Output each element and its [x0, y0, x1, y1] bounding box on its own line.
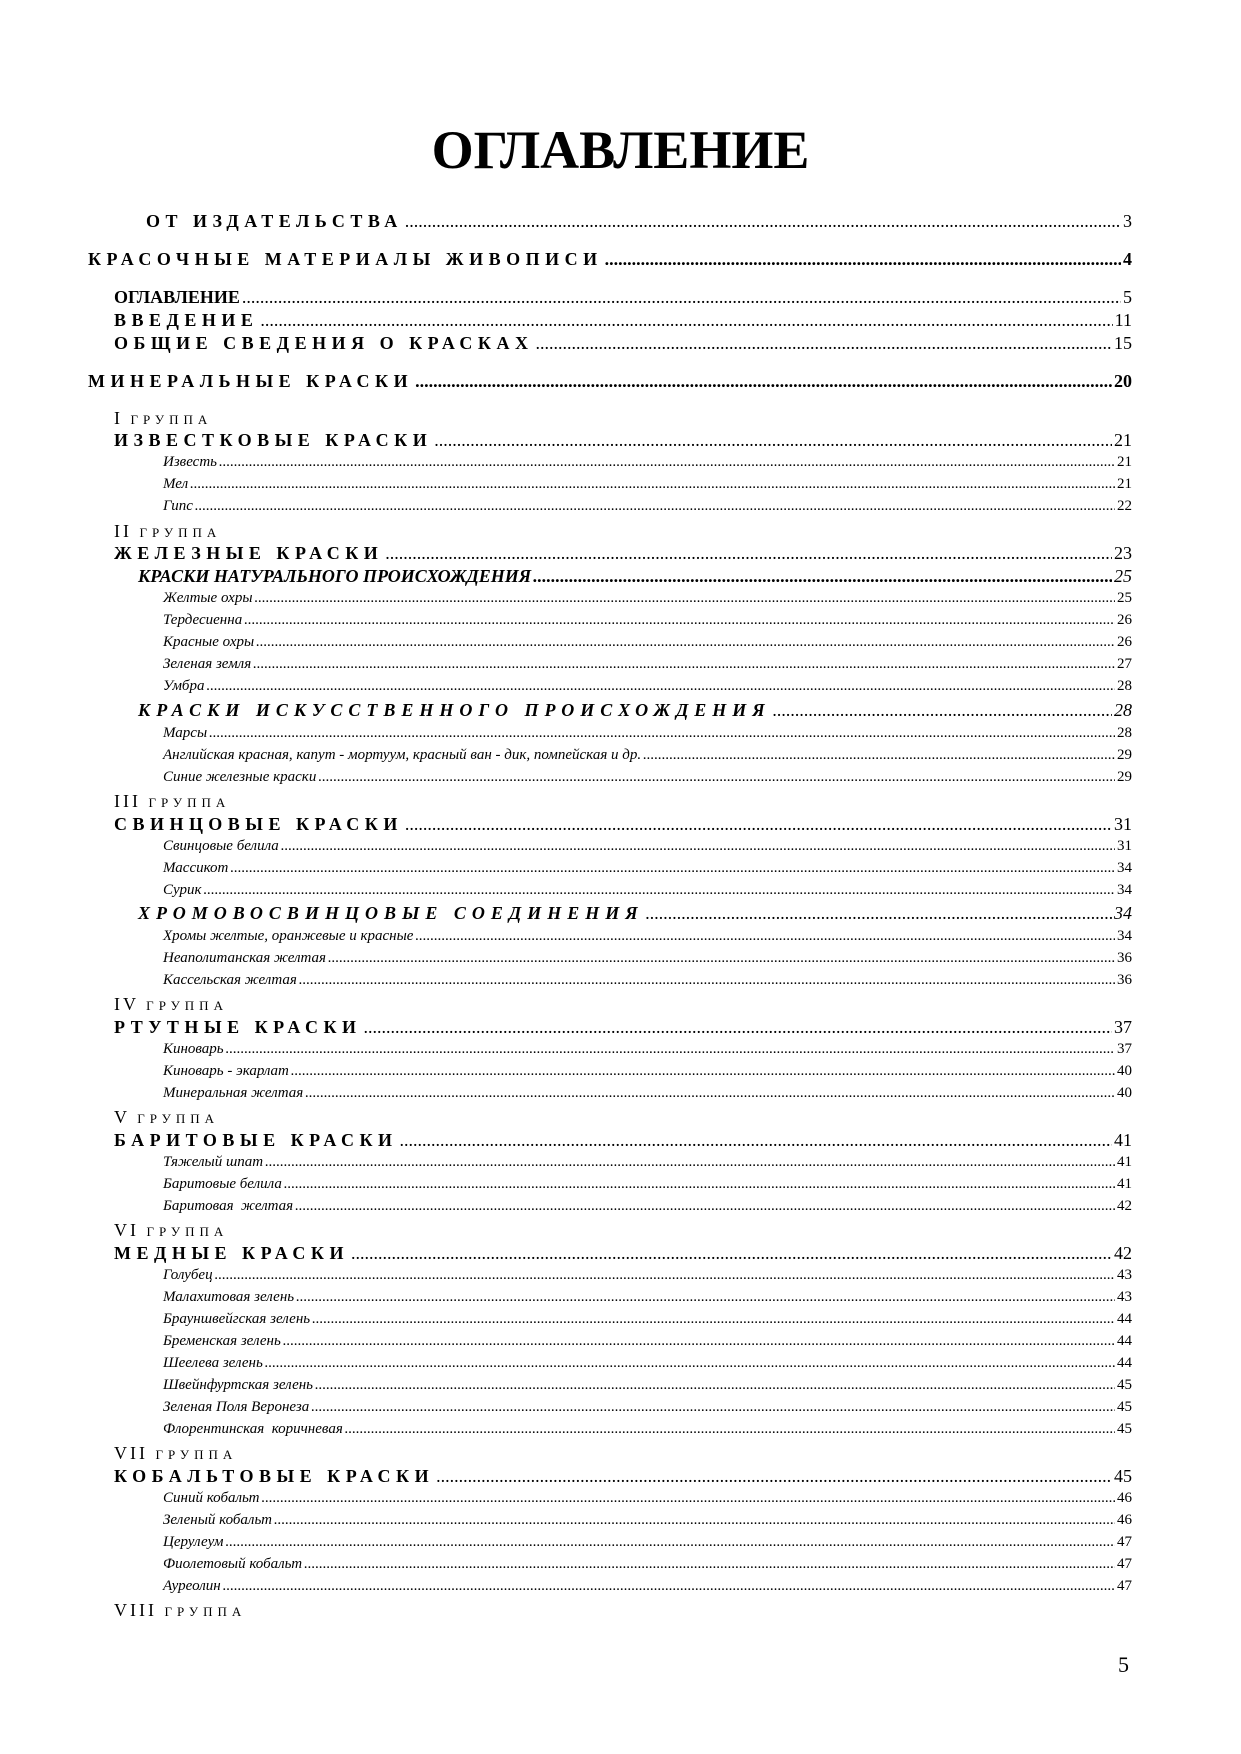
toc-entry-page: 28: [1114, 700, 1132, 720]
toc-entry-title: Баритовая желтая: [163, 1198, 294, 1214]
toc-entry-title: Английская красная, капут - мортуум, красный ван - дик, помпейская и др.: [163, 747, 642, 763]
dot-leader: [295, 1197, 1115, 1216]
toc-entry-title: Неаполитанская желтая: [163, 950, 327, 966]
dot-leader: [215, 1266, 1115, 1285]
toc-entry-title: Шеелева зелень: [163, 1355, 263, 1371]
dot-leader: [254, 589, 1115, 608]
toc-entry-title: Гипс: [163, 498, 193, 514]
toc-entry-title: ВВЕДЕНИЕ: [114, 310, 259, 330]
toc-entry-page: 26: [1117, 612, 1132, 628]
toc-entry[interactable]: [163, 677, 1132, 696]
dot-leader: [262, 1489, 1116, 1508]
toc-entry[interactable]: [163, 655, 1132, 674]
toc-entry-title: Баритовые белила: [163, 1176, 282, 1192]
toc-entry-title: МИНЕРАЛЬНЫЕ КРАСКИ: [88, 371, 414, 391]
toc-entry-page: 41: [1117, 1154, 1132, 1170]
toc-entry-title: ОТ ИЗДАТЕЛЬСТВА: [146, 211, 403, 231]
toc-entry[interactable]: [163, 971, 1132, 990]
dot-leader: [265, 1354, 1115, 1373]
toc-entry[interactable]: [163, 1310, 1132, 1329]
toc-entry-title: Синий кобальт: [163, 1490, 260, 1506]
toc-entry-title: Хромы желтые, оранжевые и красные: [163, 928, 414, 944]
toc-entry-title: КРАСОЧНЫЕ МАТЕРИАЛЫ ЖИВОПИСИ: [88, 249, 603, 269]
toc-entry[interactable]: [88, 370, 1132, 392]
group-number: VII: [114, 1443, 148, 1463]
dot-leader: [311, 1398, 1115, 1417]
toc-entry-page: 45: [1114, 1466, 1132, 1486]
group-label: [114, 1106, 219, 1130]
toc-entry[interactable]: [163, 1175, 1132, 1194]
group-number: II: [114, 521, 132, 541]
toc-entry-page: 34: [1114, 903, 1132, 923]
toc-entry[interactable]: [163, 1084, 1132, 1103]
toc-entry-title: Киноварь: [163, 1041, 224, 1057]
toc-entry-page: 47: [1117, 1578, 1132, 1594]
group-label: [114, 1599, 246, 1623]
dot-leader: [206, 677, 1115, 696]
group-word: ГРУППА: [148, 795, 231, 810]
toc-entry[interactable]: [114, 1129, 1132, 1151]
toc-entry[interactable]: [163, 1420, 1132, 1439]
toc-entry[interactable]: [114, 286, 1132, 308]
toc-entry-title: КРАСКИ ИСКУССТВЕННОГО ПРОИСХОЖДЕНИЯ: [138, 700, 771, 720]
dot-leader: [605, 248, 1121, 270]
dot-leader: [291, 1062, 1115, 1081]
toc-entry-page: 41: [1117, 1176, 1132, 1192]
page-title: ОГЛАВЛЕНИЕ: [431, 120, 810, 180]
group-word: ГРУППА: [146, 1224, 229, 1239]
dot-leader: [400, 1129, 1112, 1151]
toc-entry[interactable]: [163, 1332, 1132, 1351]
toc-entry-title: Фиолетовый кобальт: [163, 1556, 303, 1572]
toc-entry[interactable]: [114, 332, 1132, 354]
toc-entry-title: Синие железные краски: [163, 769, 317, 785]
dot-leader: [230, 859, 1115, 878]
dot-leader: [385, 542, 1112, 564]
dot-leader: [533, 565, 1112, 587]
dot-leader: [253, 655, 1115, 674]
dot-leader: [244, 611, 1115, 630]
toc-entry-page: 46: [1117, 1512, 1132, 1528]
group-number: I: [114, 408, 123, 428]
toc-entry[interactable]: [163, 1153, 1132, 1172]
group-word: ГРУППА: [139, 525, 222, 540]
dot-leader: [190, 475, 1115, 494]
toc-entry[interactable]: [163, 497, 1132, 516]
toc-entry-title: Минеральная желтая: [163, 1085, 304, 1101]
toc-entry[interactable]: [138, 902, 1132, 924]
toc-entry-title: Флорентинская коричневая: [163, 1421, 343, 1437]
toc-entry-page: 4: [1123, 249, 1132, 269]
toc-entry-page: 36: [1117, 950, 1132, 966]
toc-entry-title: Известь: [163, 454, 217, 470]
dot-leader: [284, 1175, 1115, 1194]
toc-entry[interactable]: [163, 1197, 1132, 1216]
toc-entry-page: 45: [1117, 1421, 1132, 1437]
dot-leader: [405, 210, 1121, 232]
toc-entry[interactable]: [146, 210, 1132, 232]
dot-leader: [643, 746, 1115, 765]
toc-entry-page: 27: [1117, 656, 1132, 672]
toc-entry[interactable]: [138, 565, 1132, 587]
toc-entry[interactable]: [88, 248, 1132, 270]
toc-entry-page: 34: [1117, 882, 1132, 898]
toc-entry-page: 22: [1117, 498, 1132, 514]
toc-entry-title: ОГЛАВЛЕНИЕ: [114, 287, 240, 307]
toc-entry-title: КОБАЛЬТОВЫЕ КРАСКИ: [114, 1466, 435, 1486]
toc-entry-page: 3: [1123, 211, 1132, 231]
toc-entry-page: 40: [1117, 1085, 1132, 1101]
toc-entry[interactable]: [114, 813, 1132, 835]
dot-leader: [265, 1153, 1115, 1172]
dot-leader: [415, 927, 1115, 946]
dot-leader: [195, 497, 1115, 516]
toc-entry[interactable]: [163, 724, 1132, 743]
toc-entry-page: 45: [1117, 1399, 1132, 1415]
toc-entry-page: 44: [1117, 1355, 1132, 1371]
toc-entry-page: 44: [1117, 1333, 1132, 1349]
dot-leader: [225, 1533, 1115, 1552]
toc-entry[interactable]: [114, 309, 1132, 331]
toc-entry-page: 42: [1117, 1198, 1132, 1214]
dot-leader: [312, 1310, 1115, 1329]
toc-entry-title: Кассельская желтая: [163, 972, 297, 988]
toc-entry[interactable]: [163, 1288, 1132, 1307]
group-label: [114, 1219, 228, 1243]
group-number: VI: [114, 1220, 139, 1240]
toc-entry-title: Свинцовые белила: [163, 838, 279, 854]
group-number: III: [114, 791, 141, 811]
dot-leader: [415, 370, 1112, 392]
toc-entry[interactable]: [163, 1398, 1132, 1417]
toc-entry[interactable]: [163, 611, 1132, 630]
dot-leader: [646, 902, 1112, 924]
toc-entry-page: 37: [1117, 1041, 1132, 1057]
toc-entry-page: 47: [1117, 1556, 1132, 1572]
group-word: ГРУППА: [164, 1604, 247, 1619]
toc-entry-title: Малахитовая зелень: [163, 1289, 295, 1305]
group-label: [114, 1442, 237, 1466]
toc-entry[interactable]: [114, 1465, 1132, 1487]
toc-entry-title: Красные охры: [163, 634, 255, 650]
group-word: ГРУППА: [130, 412, 213, 427]
toc-entry[interactable]: [163, 768, 1132, 787]
dot-leader: [305, 1084, 1115, 1103]
toc-entry-title: МЕДНЫЕ КРАСКИ: [114, 1243, 349, 1263]
toc-entry-page: 23: [1114, 543, 1132, 563]
toc-entry-page: 37: [1114, 1017, 1132, 1037]
toc-entry[interactable]: [163, 453, 1132, 472]
toc-entry-page: 29: [1117, 769, 1132, 785]
toc-entry[interactable]: [138, 699, 1132, 721]
dot-leader: [345, 1420, 1115, 1439]
group-word: ГРУППА: [137, 1111, 219, 1126]
dot-leader: [274, 1511, 1115, 1530]
toc-entry[interactable]: [163, 1577, 1132, 1596]
toc-entry-page: 15: [1114, 333, 1132, 353]
toc-entry[interactable]: [163, 1555, 1132, 1574]
toc-entry-title: Тердесиенна: [163, 612, 243, 628]
toc-entry[interactable]: [163, 859, 1132, 878]
dot-leader: [315, 1376, 1115, 1395]
group-word: ГРУППА: [146, 998, 228, 1013]
toc-entry-page: 46: [1117, 1490, 1132, 1506]
toc-entry-title: Массикот: [163, 860, 229, 876]
toc-entry-title: Бременская зелень: [163, 1333, 281, 1349]
toc-entry-title: ЖЕЛЕЗНЫЕ КРАСКИ: [114, 543, 384, 563]
dot-leader: [256, 633, 1115, 652]
dot-leader: [281, 837, 1115, 856]
group-word: ГРУППА: [155, 1447, 238, 1462]
toc-entry-title: Голубец: [163, 1267, 213, 1283]
toc-entry[interactable]: [163, 1489, 1132, 1508]
toc-entry-page: 25: [1114, 566, 1132, 586]
dot-leader: [242, 286, 1121, 308]
dot-leader: [318, 768, 1115, 787]
toc-entry-title: Зеленый кобальт: [163, 1512, 272, 1528]
group-number: IV: [114, 994, 139, 1014]
toc-entry-page: 34: [1117, 928, 1132, 944]
page-number: 5: [1118, 1652, 1129, 1677]
dot-leader: [283, 1332, 1115, 1351]
toc-entry[interactable]: [163, 949, 1132, 968]
toc-entry-title: ХРОМОВОСВИНЦОВЫЕ СОЕДИНЕНИЯ: [138, 903, 644, 923]
toc-entry-page: 34: [1117, 860, 1132, 876]
dot-leader: [351, 1242, 1112, 1264]
toc-entry-title: РТУТНЫЕ КРАСКИ: [114, 1017, 362, 1037]
toc-entry-page: 28: [1117, 678, 1132, 694]
toc-entry-title: Церулеум: [163, 1534, 224, 1550]
toc-entry-page: 31: [1117, 838, 1132, 854]
toc-entry-title: ИЗВЕСТКОВЫЕ КРАСКИ: [114, 430, 433, 450]
group-label: [114, 993, 228, 1017]
toc-entry[interactable]: [114, 542, 1132, 564]
toc-entry-title: Зеленая земля: [163, 656, 252, 672]
toc-entry-page: 45: [1117, 1377, 1132, 1393]
dot-leader: [436, 1465, 1112, 1487]
dot-leader: [364, 1016, 1112, 1038]
dot-leader: [304, 1555, 1115, 1574]
toc-entry-title: Киноварь - экарлат: [163, 1063, 289, 1079]
toc-entry-page: 31: [1114, 814, 1132, 834]
toc-entry-page: 29: [1117, 747, 1132, 763]
toc-entry-page: 26: [1117, 634, 1132, 650]
toc-entry-title: Марсы: [163, 725, 208, 741]
dot-leader: [299, 971, 1115, 990]
toc-entry[interactable]: [163, 1062, 1132, 1081]
toc-entry[interactable]: [163, 589, 1132, 608]
toc-entry[interactable]: [163, 1376, 1132, 1395]
toc-entry-title: Сурик: [163, 882, 202, 898]
dot-leader: [223, 1577, 1115, 1596]
toc-entry-page: 20: [1114, 371, 1132, 391]
toc-entry-title: Тяжелый шпат: [163, 1154, 264, 1170]
dot-leader: [773, 699, 1112, 721]
toc-entry-page: 21: [1117, 454, 1132, 470]
group-label: [114, 520, 221, 544]
toc-entry[interactable]: [163, 1354, 1132, 1373]
dot-leader: [209, 724, 1115, 743]
toc-entry-page: 43: [1117, 1267, 1132, 1283]
toc-entry-page: 25: [1117, 590, 1132, 606]
toc-entry[interactable]: [163, 927, 1132, 946]
toc-entry-title: Зеленая Поля Веронеза: [163, 1399, 310, 1415]
dot-leader: [203, 881, 1115, 900]
dot-leader: [328, 949, 1115, 968]
dot-leader: [219, 453, 1115, 472]
toc-entry-title: Брауншвейгская зелень: [163, 1311, 311, 1327]
toc-entry-title: Швейнфуртская зелень: [163, 1377, 313, 1393]
toc-entry[interactable]: [163, 633, 1132, 652]
toc-entry-page: 44: [1117, 1311, 1132, 1327]
toc-entry[interactable]: [163, 1511, 1132, 1530]
toc-entry[interactable]: [163, 475, 1132, 494]
toc-entry-page: 11: [1114, 310, 1132, 330]
dot-leader: [260, 309, 1112, 331]
toc-entry-title: Ауреолин: [163, 1578, 221, 1594]
group-number: V: [114, 1107, 130, 1127]
toc-entry[interactable]: [163, 1266, 1132, 1285]
toc-entry-page: 40: [1117, 1063, 1132, 1079]
toc-entry-page: 5: [1123, 287, 1132, 307]
toc-entry[interactable]: [114, 1242, 1132, 1264]
toc-entry-page: 36: [1117, 972, 1132, 988]
toc-entry-title: Желтые охры: [163, 590, 253, 606]
toc-entry-page: 42: [1114, 1243, 1132, 1263]
toc-entry-title: КРАСКИ НАТУРАЛЬНОГО ПРОИСХОЖДЕНИЯ: [138, 566, 532, 586]
group-number: VIII: [114, 1600, 157, 1620]
toc-entry[interactable]: [114, 429, 1132, 451]
toc-entry-page: 47: [1117, 1534, 1132, 1550]
toc-entry[interactable]: [114, 1016, 1132, 1038]
toc-entry-title: БАРИТОВЫЕ КРАСКИ: [114, 1130, 398, 1150]
toc-entry-title: Мел: [163, 476, 189, 492]
toc-entry-page: 21: [1114, 430, 1132, 450]
toc-entry[interactable]: [163, 746, 1132, 765]
toc-entry-title: ОБЩИЕ СВЕДЕНИЯ О КРАСКАХ: [114, 333, 534, 353]
toc-entry-page: 28: [1117, 725, 1132, 741]
dot-leader: [296, 1288, 1115, 1307]
dot-leader: [535, 332, 1112, 354]
toc-entry[interactable]: [163, 881, 1132, 900]
toc-entry-title: СВИНЦОВЫЕ КРАСКИ: [114, 814, 403, 834]
dot-leader: [405, 813, 1112, 835]
toc-entry[interactable]: [163, 837, 1132, 856]
dot-leader: [226, 1040, 1115, 1059]
dot-leader: [434, 429, 1112, 451]
group-label: [114, 407, 212, 431]
toc-entry[interactable]: [163, 1040, 1132, 1059]
toc-entry-page: 41: [1114, 1130, 1132, 1150]
toc-entry-page: 21: [1117, 476, 1132, 492]
toc-entry-title: Умбра: [163, 678, 205, 694]
group-label: [114, 790, 230, 814]
toc-entry[interactable]: [163, 1533, 1132, 1552]
toc-entry-page: 43: [1117, 1289, 1132, 1305]
